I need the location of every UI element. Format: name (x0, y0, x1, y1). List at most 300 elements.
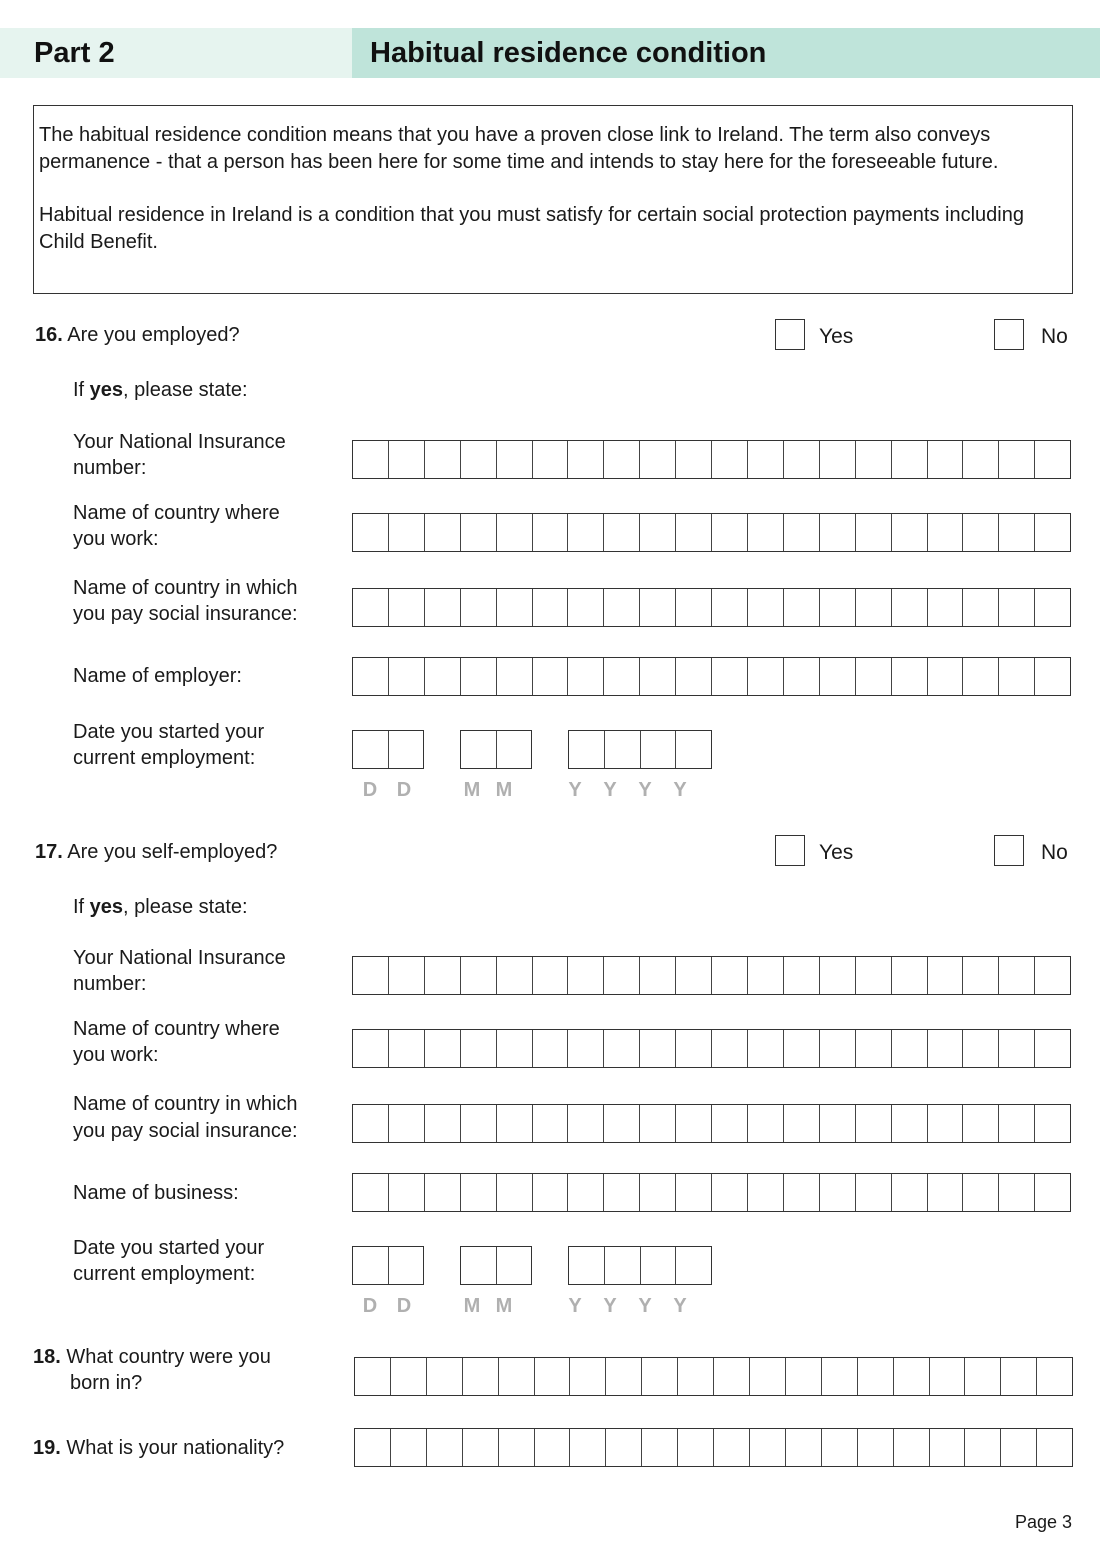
character-box[interactable] (497, 589, 533, 626)
date-hint-d: D (396, 1295, 412, 1317)
q18-question-line1 (33, 1344, 271, 1370)
q16-date-month-field[interactable] (460, 730, 532, 769)
character-box[interactable] (820, 1105, 856, 1142)
character-box[interactable] (856, 1030, 892, 1067)
q16-employer-label: Name of employer: (73, 665, 242, 687)
q17-business-field[interactable] (352, 1173, 1071, 1212)
character-box[interactable] (892, 1030, 928, 1067)
q17-yes-label: Yes (819, 841, 854, 864)
character-box[interactable] (963, 589, 999, 626)
character-box[interactable] (461, 1174, 497, 1211)
character-box[interactable] (463, 1429, 499, 1466)
character-box[interactable] (892, 1105, 928, 1142)
character-box[interactable] (353, 1174, 389, 1211)
character-box[interactable] (604, 957, 640, 994)
date-hint-d: D (362, 1295, 378, 1317)
date-hint-d: D (396, 779, 412, 801)
character-box[interactable] (928, 957, 964, 994)
character-box[interactable] (570, 1429, 606, 1466)
character-box[interactable] (1035, 1030, 1070, 1067)
character-box[interactable] (640, 589, 676, 626)
character-box[interactable] (641, 731, 677, 768)
character-box[interactable] (676, 1247, 711, 1284)
character-box[interactable] (389, 1030, 425, 1067)
character-box[interactable] (963, 1030, 999, 1067)
character-box[interactable] (461, 1030, 497, 1067)
character-box[interactable] (676, 658, 712, 695)
character-box[interactable] (676, 441, 712, 478)
date-hint-y: Y (568, 779, 582, 801)
q17-country-insurance-field[interactable] (352, 1104, 1071, 1143)
character-box[interactable] (642, 1358, 678, 1395)
character-box[interactable] (353, 441, 389, 478)
date-hint-y: Y (568, 1295, 582, 1317)
date-hint-y: Y (603, 779, 617, 801)
character-box[interactable] (678, 1358, 714, 1395)
character-box[interactable] (425, 441, 461, 478)
character-box[interactable] (604, 1105, 640, 1142)
q17-date-day-field[interactable] (352, 1246, 424, 1285)
date-hint-y: Y (638, 779, 652, 801)
if-text: If (73, 379, 90, 401)
character-box[interactable] (856, 1105, 892, 1142)
q16-yes-checkbox[interactable] (775, 319, 805, 350)
character-box[interactable] (712, 1174, 748, 1211)
character-box[interactable] (856, 441, 892, 478)
character-box[interactable] (1035, 1174, 1070, 1211)
if-text: If (73, 896, 90, 918)
character-box[interactable] (820, 514, 856, 551)
character-box[interactable] (963, 1174, 999, 1211)
character-box[interactable] (892, 658, 928, 695)
character-box[interactable] (568, 441, 604, 478)
character-box[interactable] (820, 1030, 856, 1067)
q16-country-insurance-field[interactable] (352, 588, 1071, 627)
q17-country-work-label-line2: you work: (73, 1044, 159, 1066)
info-paragraph-2: Habitual residence in Ireland is a condition that you must satisfy for certain social protection payments including Child Benefit. (39, 204, 1024, 253)
q17-ni-number-field[interactable] (352, 956, 1071, 995)
character-box[interactable] (497, 441, 533, 478)
character-box[interactable] (640, 1105, 676, 1142)
character-box[interactable] (533, 514, 569, 551)
q16-country-insurance-label-line1: Name of country in which (73, 577, 298, 599)
character-box[interactable] (856, 514, 892, 551)
character-box[interactable] (461, 731, 497, 768)
character-box[interactable] (928, 1105, 964, 1142)
q16-text: Are you employed? (67, 324, 240, 346)
character-box[interactable] (714, 1358, 750, 1395)
character-box[interactable] (748, 1030, 784, 1067)
character-box[interactable] (678, 1429, 714, 1466)
character-box[interactable] (425, 1030, 461, 1067)
character-box[interactable] (858, 1429, 894, 1466)
character-box[interactable] (605, 731, 641, 768)
character-box[interactable] (712, 1030, 748, 1067)
character-box[interactable] (535, 1429, 571, 1466)
character-box[interactable] (712, 589, 748, 626)
date-hint-y: Y (603, 1295, 617, 1317)
q16-no-checkbox[interactable] (994, 319, 1024, 350)
character-box[interactable] (642, 1429, 678, 1466)
character-box[interactable] (389, 957, 425, 994)
character-box[interactable] (892, 957, 928, 994)
character-box[interactable] (894, 1358, 930, 1395)
character-box[interactable] (856, 957, 892, 994)
date-hint-m: M (463, 1295, 481, 1317)
character-box[interactable] (856, 1174, 892, 1211)
character-box[interactable] (389, 1247, 424, 1284)
character-box[interactable] (963, 1105, 999, 1142)
character-box[interactable] (568, 957, 604, 994)
q19-question (33, 1435, 284, 1461)
character-box[interactable] (497, 957, 533, 994)
section-title: Habitual residence condition (370, 37, 767, 69)
q17-date-label-line2: current employment: (73, 1263, 256, 1285)
character-box[interactable] (892, 514, 928, 551)
q16-number: 16. (35, 324, 63, 346)
character-box[interactable] (605, 1247, 641, 1284)
if-yes-bold: yes (89, 379, 124, 401)
character-box[interactable] (535, 1358, 571, 1395)
character-box[interactable] (391, 1358, 427, 1395)
character-box[interactable] (820, 658, 856, 695)
info-box (33, 105, 1073, 294)
character-box[interactable] (820, 1174, 856, 1211)
character-box[interactable] (353, 658, 389, 695)
character-box[interactable] (820, 589, 856, 626)
character-box[interactable] (928, 589, 964, 626)
character-box[interactable] (963, 658, 999, 695)
q17-number: 17. (35, 841, 63, 863)
character-box[interactable] (892, 441, 928, 478)
character-box[interactable] (1037, 1358, 1072, 1395)
character-box[interactable] (965, 1358, 1001, 1395)
date-hint-m: M (463, 779, 481, 801)
character-box[interactable] (748, 1105, 784, 1142)
character-box[interactable] (606, 1429, 642, 1466)
q17-date-month-field[interactable] (460, 1246, 532, 1285)
character-box[interactable] (461, 514, 497, 551)
q16-yes-label: Yes (819, 325, 854, 348)
character-box[interactable] (461, 957, 497, 994)
q17-text: Are you self-employed? (67, 841, 278, 863)
q19-number: 19. (33, 1437, 61, 1459)
page-number: Page 3 (1014, 1512, 1072, 1532)
character-box[interactable] (353, 1105, 389, 1142)
character-box[interactable] (928, 514, 964, 551)
character-box[interactable] (568, 514, 604, 551)
character-box[interactable] (965, 1429, 1001, 1466)
character-box[interactable] (389, 441, 425, 478)
character-box[interactable] (461, 658, 497, 695)
character-box[interactable] (930, 1429, 966, 1466)
q17-date-year-field[interactable] (568, 1246, 712, 1285)
info-paragraph-1: The habitual residence condition means that you have a proven close link to Ireland. The term also conveys permanence - that a person has been here for some time and intends to stay here for the foreseeable future. (39, 124, 999, 173)
character-box[interactable] (822, 1358, 858, 1395)
please-state-text: , please state: (123, 379, 248, 401)
character-box[interactable] (712, 658, 748, 695)
character-box[interactable] (570, 1358, 606, 1395)
q18-number: 18. (33, 1346, 61, 1368)
q17-question (35, 839, 277, 865)
character-box[interactable] (427, 1429, 463, 1466)
character-box[interactable] (928, 1030, 964, 1067)
character-box[interactable] (461, 589, 497, 626)
character-box[interactable] (604, 589, 640, 626)
character-box[interactable] (533, 589, 569, 626)
character-box[interactable] (784, 1174, 820, 1211)
character-box[interactable] (499, 1429, 535, 1466)
character-box[interactable] (389, 658, 425, 695)
character-box[interactable] (461, 1105, 497, 1142)
q17-business-label: Name of business: (73, 1182, 239, 1204)
q16-question (35, 322, 240, 348)
character-box[interactable] (999, 514, 1035, 551)
character-box[interactable] (784, 658, 820, 695)
character-box[interactable] (784, 589, 820, 626)
character-box[interactable] (748, 658, 784, 695)
character-box[interactable] (894, 1429, 930, 1466)
character-box[interactable] (750, 1429, 786, 1466)
q16-date-label-line2: current employment: (73, 747, 256, 769)
date-hint-y: Y (673, 1295, 687, 1317)
q17-date-label-line1: Date you started your (73, 1237, 265, 1259)
q17-country-work-label-line1: Name of country where (73, 1018, 280, 1040)
character-box[interactable] (425, 1174, 461, 1211)
character-box[interactable] (784, 1030, 820, 1067)
character-box[interactable] (425, 658, 461, 695)
character-box[interactable] (999, 1174, 1035, 1211)
date-hint-m: M (495, 1295, 513, 1317)
character-box[interactable] (999, 441, 1035, 478)
q18-question-line2: born in? (70, 1372, 143, 1394)
character-box[interactable] (930, 1358, 966, 1395)
character-box[interactable] (640, 441, 676, 478)
q16-date-day-field[interactable] (352, 730, 424, 769)
character-box[interactable] (820, 957, 856, 994)
q17-no-checkbox[interactable] (994, 835, 1024, 866)
character-box[interactable] (856, 589, 892, 626)
q17-country-insurance-label-line2: you pay social insurance: (73, 1120, 298, 1142)
character-box[interactable] (999, 1030, 1035, 1067)
character-box[interactable] (676, 1105, 712, 1142)
date-hint-d: D (362, 779, 378, 801)
character-box[interactable] (533, 658, 569, 695)
q16-country-insurance-label-line2: you pay social insurance: (73, 603, 298, 625)
q16-no-label: No (1041, 325, 1068, 348)
q17-country-work-field[interactable] (352, 1029, 1071, 1068)
character-box[interactable] (1001, 1429, 1037, 1466)
q18-text-line1: What country were you (66, 1346, 271, 1368)
character-box[interactable] (784, 957, 820, 994)
character-box[interactable] (999, 1105, 1035, 1142)
character-box[interactable] (568, 1105, 604, 1142)
character-box[interactable] (999, 957, 1035, 994)
character-box[interactable] (353, 1247, 389, 1284)
q17-ni-label-line2: number: (73, 973, 147, 995)
character-box[interactable] (533, 1174, 569, 1211)
character-box[interactable] (355, 1429, 391, 1466)
q16-ni-label-line1: Your National Insurance (73, 431, 286, 453)
character-box[interactable] (712, 514, 748, 551)
character-box[interactable] (784, 1105, 820, 1142)
character-box[interactable] (748, 441, 784, 478)
character-box[interactable] (640, 1030, 676, 1067)
character-box[interactable] (425, 957, 461, 994)
character-box[interactable] (676, 514, 712, 551)
character-box[interactable] (497, 1174, 533, 1211)
q16-ni-number-field[interactable] (352, 440, 1071, 479)
q19-nationality-field[interactable] (354, 1428, 1073, 1467)
character-box[interactable] (676, 1030, 712, 1067)
character-box[interactable] (463, 1358, 499, 1395)
character-box[interactable] (389, 731, 424, 768)
character-box[interactable] (784, 441, 820, 478)
character-box[interactable] (963, 514, 999, 551)
character-box[interactable] (606, 1358, 642, 1395)
character-box[interactable] (497, 1030, 533, 1067)
character-box[interactable] (999, 658, 1035, 695)
character-box[interactable] (641, 1247, 677, 1284)
character-box[interactable] (604, 658, 640, 695)
character-box[interactable] (569, 1247, 605, 1284)
q17-if-yes (73, 894, 248, 920)
character-box[interactable] (461, 441, 497, 478)
character-box[interactable] (963, 441, 999, 478)
character-box[interactable] (389, 589, 425, 626)
character-box[interactable] (353, 589, 389, 626)
character-box[interactable] (928, 441, 964, 478)
character-box[interactable] (497, 658, 533, 695)
character-box[interactable] (640, 658, 676, 695)
character-box[interactable] (353, 731, 389, 768)
character-box[interactable] (750, 1358, 786, 1395)
q16-if-yes (73, 377, 248, 403)
character-box[interactable] (786, 1429, 822, 1466)
character-box[interactable] (1035, 589, 1070, 626)
character-box[interactable] (748, 1174, 784, 1211)
character-box[interactable] (1035, 441, 1070, 478)
character-box[interactable] (784, 514, 820, 551)
character-box[interactable] (604, 1030, 640, 1067)
character-box[interactable] (676, 957, 712, 994)
character-box[interactable] (497, 1105, 533, 1142)
character-box[interactable] (712, 1105, 748, 1142)
character-box[interactable] (497, 1247, 532, 1284)
character-box[interactable] (1037, 1429, 1072, 1466)
character-box[interactable] (533, 957, 569, 994)
character-box[interactable] (389, 1174, 425, 1211)
character-box[interactable] (568, 658, 604, 695)
character-box[interactable] (676, 731, 711, 768)
date-hint-m: M (495, 779, 513, 801)
q16-date-year-field[interactable] (568, 730, 712, 769)
character-box[interactable] (676, 1174, 712, 1211)
character-box[interactable] (714, 1429, 750, 1466)
character-box[interactable] (748, 514, 784, 551)
character-box[interactable] (604, 441, 640, 478)
character-box[interactable] (425, 1105, 461, 1142)
character-box[interactable] (569, 731, 605, 768)
q19-text: What is your nationality? (66, 1437, 285, 1459)
character-box[interactable] (604, 1174, 640, 1211)
character-box[interactable] (497, 731, 532, 768)
character-box[interactable] (999, 589, 1035, 626)
character-box[interactable] (353, 1030, 389, 1067)
character-box[interactable] (427, 1358, 463, 1395)
q16-country-work-field[interactable] (352, 513, 1071, 552)
character-box[interactable] (928, 658, 964, 695)
character-box[interactable] (640, 514, 676, 551)
date-hint-y: Y (673, 779, 687, 801)
character-box[interactable] (676, 589, 712, 626)
date-hint-y: Y (638, 1295, 652, 1317)
character-box[interactable] (355, 1358, 391, 1395)
q16-country-work-label-line2: you work: (73, 528, 159, 550)
q16-employer-field[interactable] (352, 657, 1071, 696)
character-box[interactable] (892, 589, 928, 626)
character-box[interactable] (1001, 1358, 1037, 1395)
character-box[interactable] (499, 1358, 535, 1395)
character-box[interactable] (604, 514, 640, 551)
character-box[interactable] (425, 514, 461, 551)
character-box[interactable] (533, 1030, 569, 1067)
character-box[interactable] (533, 441, 569, 478)
if-yes-bold: yes (89, 896, 124, 918)
q17-yes-checkbox[interactable] (775, 835, 805, 866)
character-box[interactable] (1035, 658, 1070, 695)
character-box[interactable] (568, 1174, 604, 1211)
character-box[interactable] (640, 957, 676, 994)
character-box[interactable] (712, 441, 748, 478)
character-box[interactable] (497, 514, 533, 551)
character-box[interactable] (856, 658, 892, 695)
q17-ni-label-line1: Your National Insurance (73, 947, 286, 969)
character-box[interactable] (1035, 957, 1070, 994)
character-box[interactable] (389, 1105, 425, 1142)
character-box[interactable] (712, 957, 748, 994)
character-box[interactable] (1035, 514, 1070, 551)
q16-country-work-label-line1: Name of country where (73, 502, 280, 524)
character-box[interactable] (858, 1358, 894, 1395)
character-box[interactable] (963, 957, 999, 994)
character-box[interactable] (391, 1429, 427, 1466)
character-box[interactable] (568, 1030, 604, 1067)
q17-country-insurance-label-line1: Name of country in which (73, 1093, 298, 1115)
q18-country-of-birth-field[interactable] (354, 1357, 1073, 1396)
part-label: Part 2 (34, 37, 115, 69)
q16-ni-label-line2: number: (73, 457, 147, 479)
character-box[interactable] (461, 1247, 497, 1284)
character-box[interactable] (640, 1174, 676, 1211)
character-box[interactable] (748, 589, 784, 626)
character-box[interactable] (568, 589, 604, 626)
character-box[interactable] (1035, 1105, 1070, 1142)
character-box[interactable] (822, 1429, 858, 1466)
character-box[interactable] (389, 514, 425, 551)
character-box[interactable] (928, 1174, 964, 1211)
character-box[interactable] (748, 957, 784, 994)
character-box[interactable] (533, 1105, 569, 1142)
character-box[interactable] (425, 589, 461, 626)
character-box[interactable] (892, 1174, 928, 1211)
character-box[interactable] (353, 514, 389, 551)
character-box[interactable] (353, 957, 389, 994)
character-box[interactable] (786, 1358, 822, 1395)
q17-no-label: No (1041, 841, 1068, 864)
q16-date-label-line1: Date you started your (73, 721, 265, 743)
character-box[interactable] (820, 441, 856, 478)
